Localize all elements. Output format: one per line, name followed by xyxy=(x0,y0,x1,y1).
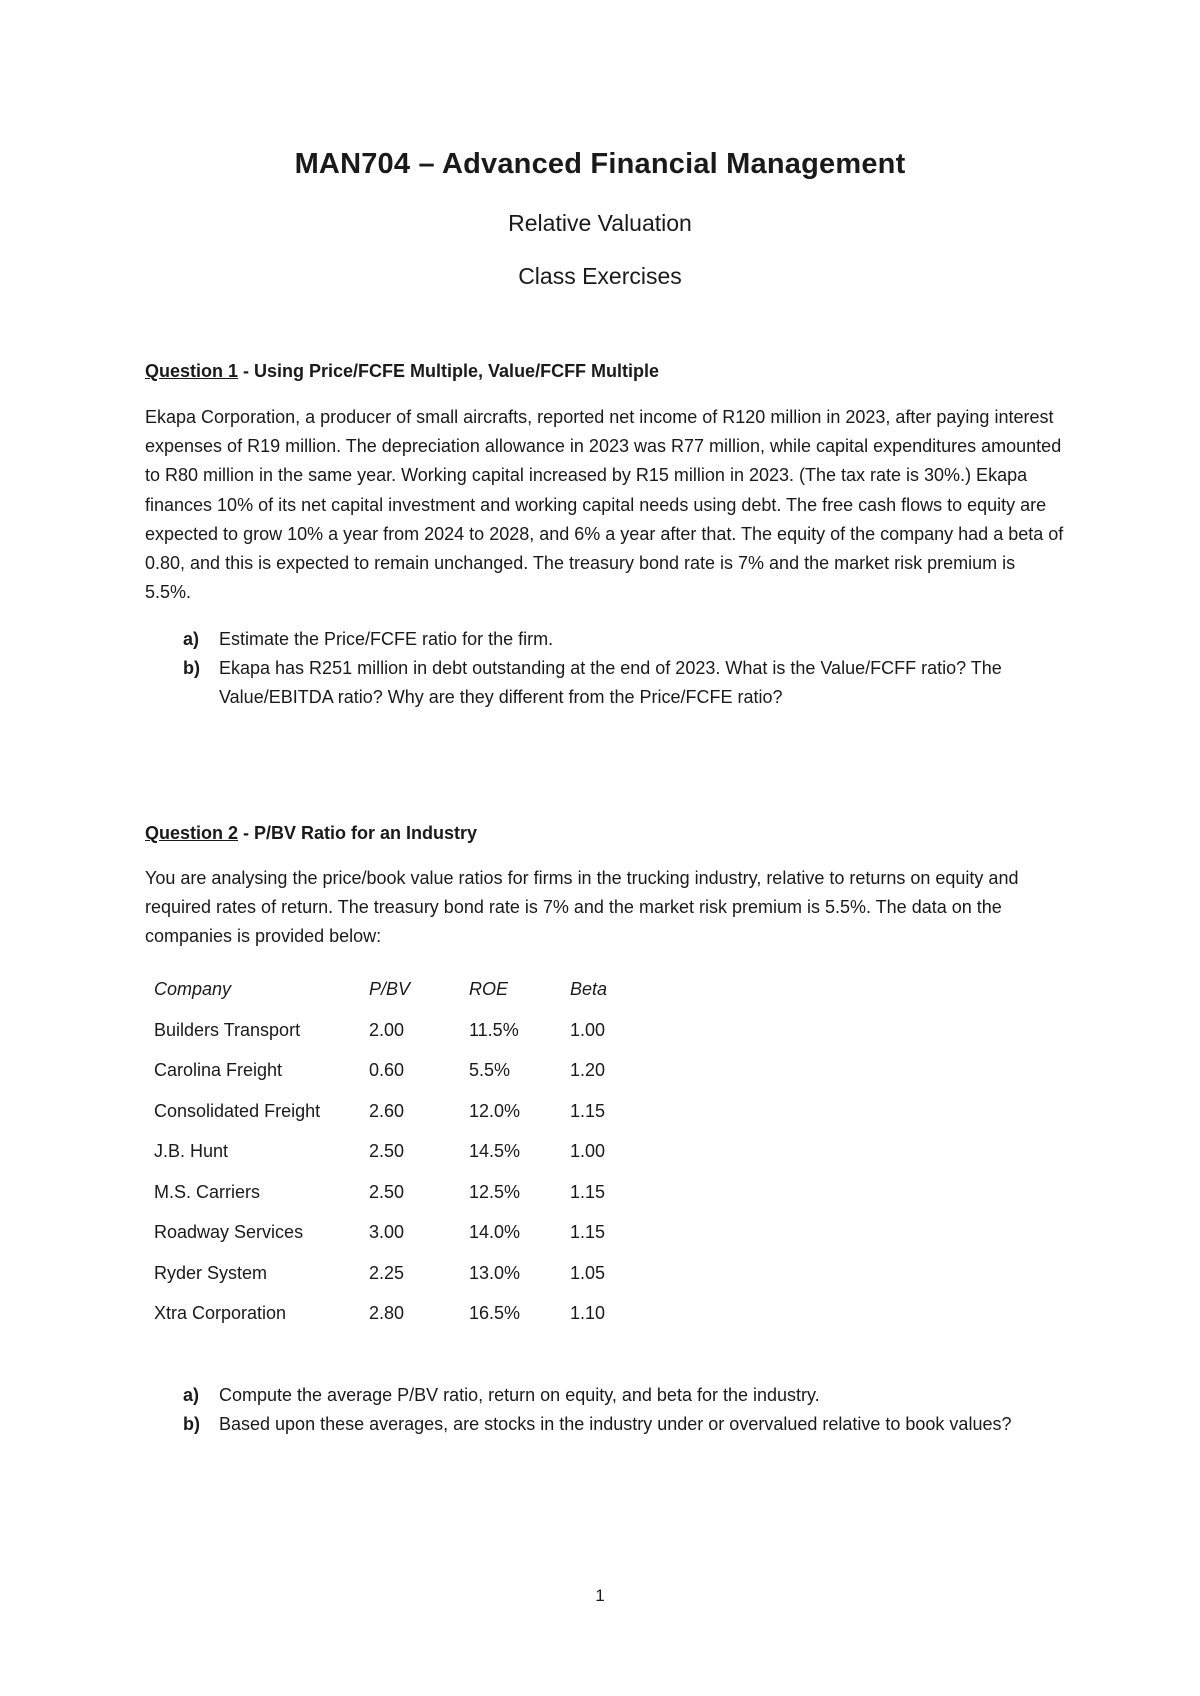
list-item-text: Ekapa has R251 million in debt outstanding at the end of 2023. What is the Value/FCFF ratio? The Value/EBITDA ratio? Why are they different from the Price/FCFE ratio? xyxy=(219,658,1002,708)
question-1-number: Question 1 xyxy=(145,361,239,381)
beta-cell: 1.15 xyxy=(570,1181,606,1202)
document-subtitle-secondary: Class Exercises xyxy=(518,263,682,289)
company-cell: J.B. Hunt xyxy=(154,1141,229,1161)
question-2-heading xyxy=(145,823,477,844)
table-row xyxy=(154,1141,650,1182)
pbv-cell: 2.00 xyxy=(369,1019,405,1040)
table-row xyxy=(154,1101,650,1142)
question-2-title: - P/BV Ratio for an Industry xyxy=(238,823,478,843)
question-2-subquestions xyxy=(145,1381,1065,1439)
table-row xyxy=(154,1182,650,1223)
company-cell: Carolina Freight xyxy=(154,1060,283,1080)
company-cell: M.S. Carriers xyxy=(154,1181,261,1202)
beta-cell: 1.10 xyxy=(570,1303,606,1323)
list-marker: b) xyxy=(183,658,200,679)
beta-cell: 1.15 xyxy=(570,1222,606,1242)
pbv-cell: 2.50 xyxy=(369,1181,405,1202)
table-row xyxy=(154,1020,650,1061)
table-row xyxy=(154,1222,650,1263)
question-2-number: Question 2 xyxy=(145,823,239,843)
roe-cell: 14.0% xyxy=(469,1222,521,1242)
pbv-cell: 2.25 xyxy=(369,1262,405,1283)
beta-cell: 1.00 xyxy=(570,1019,606,1040)
list-item xyxy=(145,1410,1065,1439)
trucking-industry-table xyxy=(154,979,650,1344)
roe-cell: 12.5% xyxy=(469,1181,521,1202)
roe-cell: 14.5% xyxy=(469,1141,521,1161)
roe-cell: 13.0% xyxy=(469,1262,521,1283)
question-1-subquestions xyxy=(145,625,1065,713)
company-cell: Ryder System xyxy=(154,1262,268,1283)
roe-cell: 5.5% xyxy=(469,1060,511,1080)
column-header-roe: ROE xyxy=(469,979,509,999)
beta-cell: 1.15 xyxy=(570,1100,606,1121)
question-1-body: Ekapa Corporation, a producer of small aircrafts, reported net income of R120 million in 2023, after paying interest expenses of R19 million. The depreciation allowance in 2023 was R77 million, while capital expenditures amounted to R80 million in the same year. Working capital increased by R15 million in 2023. (The tax rate is 30%.) Ekapa finances 10% of its net capital investment and working capital needs using debt. The free cash flows to equity are expected to grow 10% a year from 2024 to 2028, and 6% a year after that. The equity of the company had a beta of 0.80, and this is expected to remain unchanged. The treasury bond rate is 7% and the market risk premium is 5.5%. xyxy=(145,407,1064,603)
list-item xyxy=(145,654,1065,712)
company-cell: Roadway Services xyxy=(154,1222,304,1242)
pbv-cell: 2.50 xyxy=(369,1141,405,1161)
document-subtitle: Relative Valuation xyxy=(508,210,692,236)
table-header-row xyxy=(154,979,650,1020)
company-cell: Xtra Corporation xyxy=(154,1303,287,1323)
list-item-text: Compute the average P/BV ratio, return on equity, and beta for the industry. xyxy=(219,1385,820,1405)
question-1-title: - Using Price/FCFE Multiple, Value/FCFF Multiple xyxy=(238,361,660,381)
roe-cell: 11.5% xyxy=(469,1019,519,1040)
question-1-heading xyxy=(145,361,659,382)
list-marker: a) xyxy=(183,1385,200,1405)
column-header-company: Company xyxy=(154,979,232,999)
list-marker: b) xyxy=(183,1414,200,1435)
table-row xyxy=(154,1303,650,1344)
list-item-text: Estimate the Price/FCFE ratio for the firm. xyxy=(219,629,554,649)
pbv-cell: 2.80 xyxy=(369,1303,405,1323)
table-row xyxy=(154,1263,650,1304)
beta-cell: 1.20 xyxy=(570,1060,606,1080)
table-row xyxy=(154,1060,650,1101)
question-2-body: You are analysing the price/book value ratios for firms in the trucking industry, relative to returns on equity and required rates of return. The treasury bond rate is 7% and the market risk premium is 5.5%. The data on the companies is provided below: xyxy=(145,868,1019,947)
document-title: MAN704 – Advanced Financial Management xyxy=(294,148,906,180)
company-cell: Consolidated Freight xyxy=(154,1100,321,1121)
company-cell: Builders Transport xyxy=(154,1019,301,1040)
beta-cell: 1.00 xyxy=(570,1141,606,1161)
beta-cell: 1.05 xyxy=(570,1262,606,1283)
list-item-text: Based upon these averages, are stocks in the industry under or overvalued relative to book values? xyxy=(219,1414,1012,1435)
pbv-cell: 2.60 xyxy=(369,1100,405,1121)
list-marker: a) xyxy=(183,629,200,649)
page-number: 1 xyxy=(595,1586,605,1605)
roe-cell: 12.0% xyxy=(469,1100,521,1121)
pbv-cell: 0.60 xyxy=(369,1060,405,1080)
list-item xyxy=(145,625,1065,654)
column-header-pbv: P/BV xyxy=(369,979,411,999)
roe-cell: 16.5% xyxy=(469,1303,521,1323)
list-item xyxy=(145,1381,1065,1410)
pbv-cell: 3.00 xyxy=(369,1222,405,1242)
column-header-beta: Beta xyxy=(570,979,608,999)
